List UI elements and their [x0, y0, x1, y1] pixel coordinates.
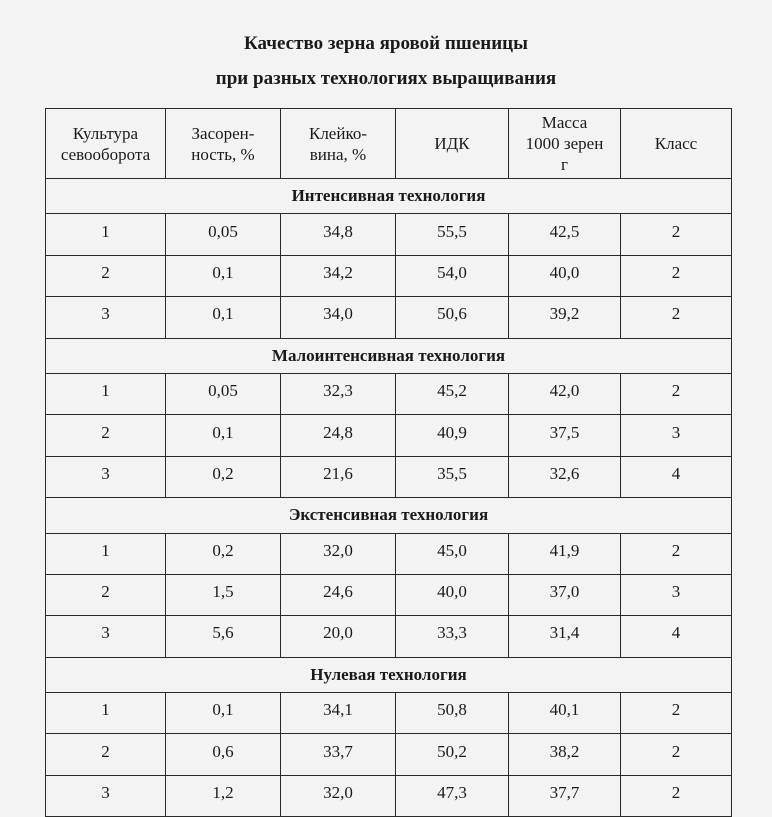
table-cell: 2 — [621, 297, 732, 338]
header-idk — [396, 109, 509, 179]
header-text: вина, % — [309, 144, 367, 164]
table-cell: 38,2 — [509, 734, 621, 775]
table-cell: 0,2 — [166, 456, 281, 497]
table-row — [46, 693, 732, 734]
table-cell: 4 — [621, 456, 732, 497]
table-cell: 45,2 — [396, 373, 509, 414]
header-text: Класс — [654, 134, 698, 153]
table-cell: 34,8 — [281, 214, 396, 255]
table-cell: 2 — [621, 693, 732, 734]
table-cell: 1 — [46, 693, 166, 734]
table-cell: 0,2 — [166, 533, 281, 574]
table-cell: 1 — [46, 533, 166, 574]
table-cell: 42,0 — [509, 373, 621, 414]
header-class — [621, 109, 732, 179]
header-crop — [46, 109, 166, 179]
table-cell: 41,9 — [509, 533, 621, 574]
header-gluten — [281, 109, 396, 179]
table-cell: 2 — [46, 255, 166, 296]
table-cell: 37,0 — [509, 574, 621, 615]
table-cell: 37,5 — [509, 415, 621, 456]
table-row — [46, 734, 732, 775]
table-cell: 50,2 — [396, 734, 509, 775]
table-row — [46, 574, 732, 615]
table-row — [46, 297, 732, 338]
header-text: севооборота — [60, 144, 151, 164]
table-cell: 0,1 — [166, 255, 281, 296]
section-row — [46, 657, 732, 692]
header-text: Масса — [541, 113, 588, 132]
table-cell: 0,1 — [166, 693, 281, 734]
table-cell: 47,3 — [396, 775, 509, 816]
table-cell: 2 — [46, 734, 166, 775]
table-cell: 3 — [621, 574, 732, 615]
table-cell: 0,1 — [166, 415, 281, 456]
table-cell: 33,7 — [281, 734, 396, 775]
table-cell: 40,9 — [396, 415, 509, 456]
header-text: Культура — [72, 123, 139, 143]
table-cell: 32,0 — [281, 533, 396, 574]
section-row — [46, 179, 732, 214]
section-row — [46, 338, 732, 373]
document-title-line-1: Качество зерна яровой пшеницы — [244, 33, 528, 54]
table-cell: 40,0 — [509, 255, 621, 296]
header-text: 1000 зерен — [525, 134, 604, 153]
table-cell: 34,2 — [281, 255, 396, 296]
table-cell: 0,6 — [166, 734, 281, 775]
table-cell: 3 — [46, 456, 166, 497]
table-cell: 5,6 — [166, 616, 281, 657]
table-cell: 50,8 — [396, 693, 509, 734]
table-cell: 4 — [621, 616, 732, 657]
table-cell: 32,0 — [281, 775, 396, 816]
table-cell: 45,0 — [396, 533, 509, 574]
table-cell: 34,0 — [281, 297, 396, 338]
table-cell: 0,05 — [166, 214, 281, 255]
header-weediness — [166, 109, 281, 179]
table-cell: 1,2 — [166, 775, 281, 816]
table-cell: 2 — [621, 734, 732, 775]
table-cell: 0,05 — [166, 373, 281, 414]
table-cell: 31,4 — [509, 616, 621, 657]
section-title: Экстенсивная технология — [46, 498, 732, 533]
document-title-line-2: при разных технологиях выращивания — [215, 68, 557, 89]
table-cell: 0,1 — [166, 297, 281, 338]
table-cell: 34,1 — [281, 693, 396, 734]
table-row — [46, 533, 732, 574]
table-cell: 1 — [46, 373, 166, 414]
grain-quality-table — [45, 108, 732, 817]
header-text: ИДК — [434, 134, 470, 153]
table-cell: 2 — [621, 214, 732, 255]
table-cell: 24,8 — [281, 415, 396, 456]
table-cell: 39,2 — [509, 297, 621, 338]
table-row — [46, 456, 732, 497]
header-text: Засорен- — [191, 123, 255, 143]
header-mass — [509, 109, 621, 179]
table-cell: 2 — [621, 775, 732, 816]
header-text: ность, % — [191, 144, 255, 164]
table-cell: 3 — [621, 415, 732, 456]
table-cell: 40,0 — [396, 574, 509, 615]
table-cell: 24,6 — [281, 574, 396, 615]
table-cell: 3 — [46, 616, 166, 657]
table-cell: 33,3 — [396, 616, 509, 657]
table-row — [46, 616, 732, 657]
header-text: Клейко- — [308, 123, 368, 143]
table-cell: 2 — [46, 574, 166, 615]
table-cell: 32,3 — [281, 373, 396, 414]
table-cell: 1,5 — [166, 574, 281, 615]
table-cell: 37,7 — [509, 775, 621, 816]
section-title: Нулевая технология — [46, 657, 732, 692]
table-row — [46, 775, 732, 816]
table-cell: 42,5 — [509, 214, 621, 255]
table-cell: 1 — [46, 214, 166, 255]
table-cell: 20,0 — [281, 616, 396, 657]
table-cell: 21,6 — [281, 456, 396, 497]
table-cell: 3 — [46, 775, 166, 816]
table-cell: 3 — [46, 297, 166, 338]
table-row — [46, 255, 732, 296]
table-cell: 35,5 — [396, 456, 509, 497]
section-title: Малоинтенсивная технология — [46, 338, 732, 373]
table-cell: 50,6 — [396, 297, 509, 338]
table-cell: 32,6 — [509, 456, 621, 497]
table-row — [46, 373, 732, 414]
table-cell: 40,1 — [509, 693, 621, 734]
section-title: Интенсивная технология — [46, 179, 732, 214]
header-row — [46, 109, 732, 179]
table-cell: 2 — [621, 373, 732, 414]
table-cell: 54,0 — [396, 255, 509, 296]
table-row — [46, 214, 732, 255]
table-cell: 55,5 — [396, 214, 509, 255]
section-row — [46, 498, 732, 533]
table-cell: 2 — [46, 415, 166, 456]
table-row — [46, 415, 732, 456]
table-cell: 2 — [621, 255, 732, 296]
table-cell: 2 — [621, 533, 732, 574]
header-text: г — [561, 155, 568, 174]
